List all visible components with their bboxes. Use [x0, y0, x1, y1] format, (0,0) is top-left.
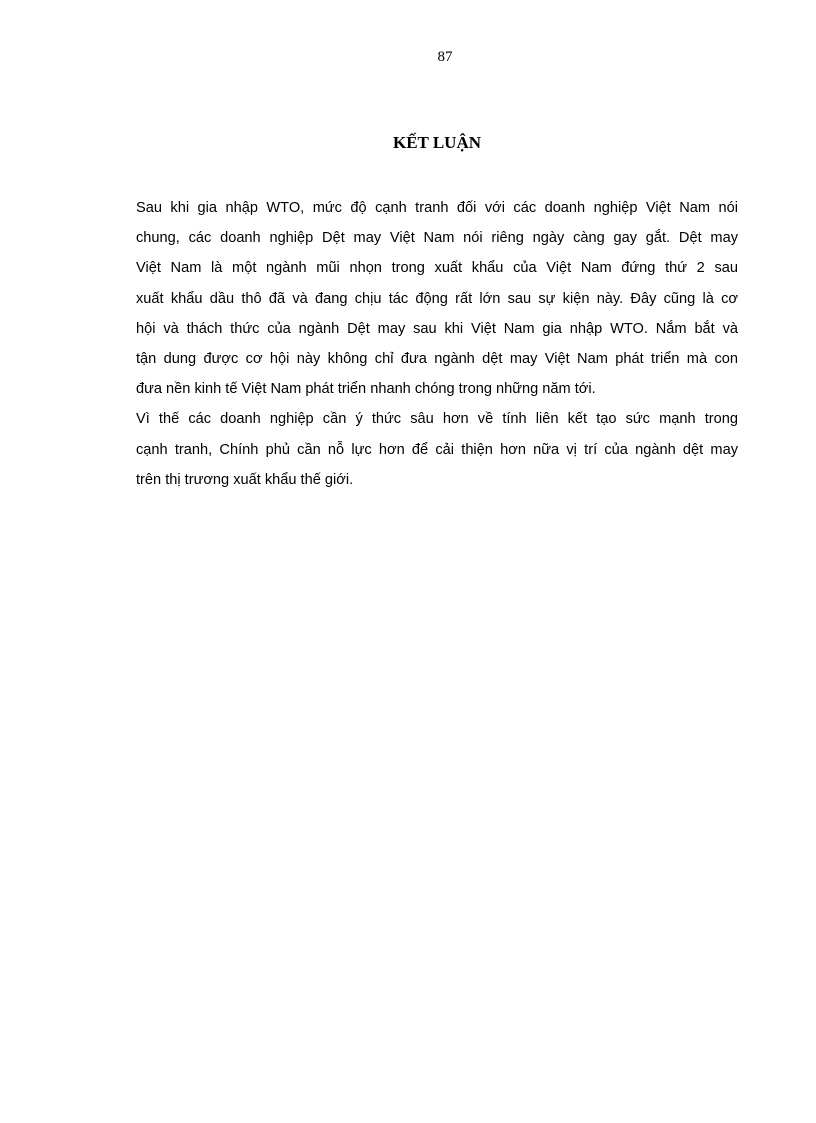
text-line: Việt Nam là một ngành mũi nhọn trong xuất khẩu của Việt Nam đứng thứ 2 sau [136, 260, 738, 277]
page-number: 87 [437, 49, 453, 65]
text-line: cạnh tranh, Chính phủ cần nỗ lực hơn để cải thiện hơn nữa vị trí của ngành dệt may [136, 441, 738, 458]
body-text [136, 193, 738, 495]
paragraph-2 [136, 404, 738, 495]
text-line: Vì thế các doanh nghiệp cần ý thức sâu hơn về tính liên kết tạo sức mạnh trong [136, 411, 738, 428]
text-line: đưa nền kinh tế Việt Nam phát triển nhanh chóng trong những năm tới. [136, 381, 596, 398]
text-line: hội và thách thức của ngành Dệt may sau khi Việt Nam gia nhập WTO. Nắm bắt và [136, 320, 738, 337]
text-line: xuất khẩu dầu thô đã và đang chịu tác động rất lớn sau sự kiện này. Đây cũng là cơ [136, 290, 738, 307]
paragraph-1 [136, 193, 738, 404]
page-title: KẾT LUẬN [392, 133, 481, 152]
text-line: tận dung được cơ hội này không chỉ đưa ngành dệt may Việt Nam phát triển mà con [136, 351, 738, 368]
text-line: chung, các doanh nghiệp Dệt may Việt Nam nói riêng ngày càng gay gắt. Dệt may [136, 230, 738, 247]
text-line: Sau khi gia nhập WTO, mức độ cạnh tranh đối với các doanh nghiệp Việt Nam nói [136, 200, 738, 216]
text-line: trên thị trương xuất khẩu thế giới. [136, 471, 354, 488]
